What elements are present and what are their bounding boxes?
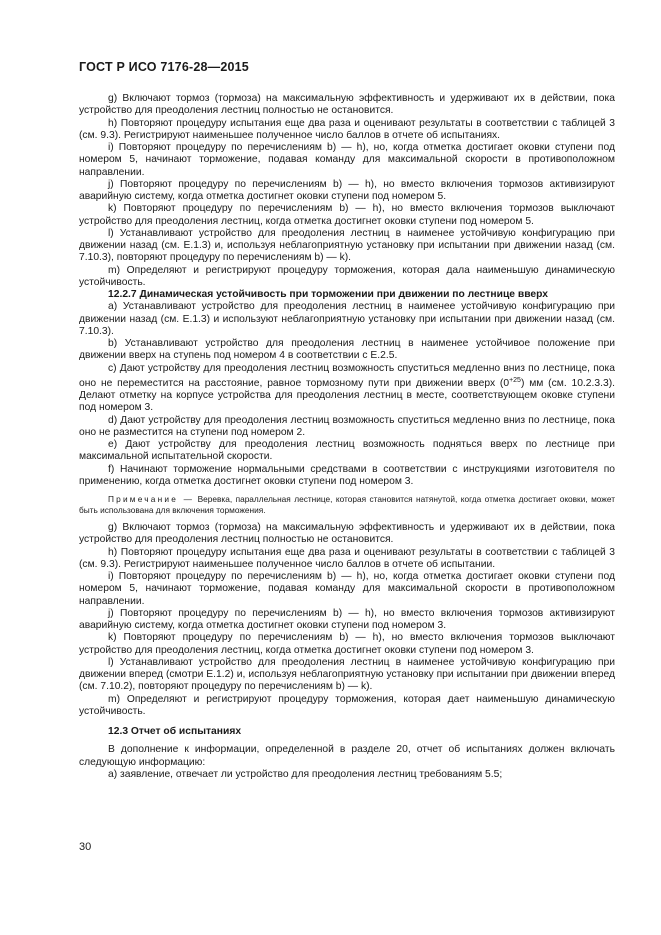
paragraph-c-text-after: ) мм (см. 10.2.3.3). Делают отметку на корпусе устройства для преодоления лестниц в месте, соответствующем оковке ступени под номером 3. [79, 377, 615, 414]
paragraph-d-second: d) Дают устройству для преодоления лестниц возможность спуститься медленно вниз по лестнице, пока оно не разместится на ступени под номером 2. [79, 414, 615, 438]
note-text: Веревка, параллельная лестнице, которая становится натянутой, когда отметка достигает оковки, может быть использована для включения торможения. [79, 494, 615, 515]
paragraph-m-second: m) Определяют и регистрируют процедуру торможения, которая дает наименьшую динамическую устойчивость. [79, 693, 615, 717]
paragraph-h-second: h) Повторяют процедуру испытания еще два раза и оценивают результаты в соответствии с таблицей 3 (см. 9.3). Регистрируют наименьшее полученное число баллов в отчете об испытании. [79, 546, 615, 570]
document-body [79, 93, 615, 781]
paragraph-report-a: а) заявление, отвечает ли устройство для преодоления лестниц требованиям 5.5; [108, 768, 503, 780]
paragraph-k-first: k) Повторяют процедуру по перечислениям b) — h), но вместо включения тормозов выключают устройство для преодоления лестниц, когда отметка достигнет оковки ступени под номером 5. [79, 203, 615, 227]
document-header: ГОСТ Р ИСО 7176-28—2015 [79, 60, 249, 74]
paragraph-j-second: j) Повторяют процедуру по перечислениям b) — h), но вместо включения тормозов активизируют аварийную систему, когда отметка достигнет оковки ступени под номером 3. [79, 607, 615, 631]
paragraph-e-second: e) Дают устройству для преодоления лестниц возможность подняться вверх по лестнице при максимальной испытательной скорости. [79, 439, 615, 463]
paragraph-g-second: g) Включают тормоз (тормоза) на максимальную эффективность и удерживают их в действии, пока устройство для преодоления лестниц полностью не остановится. [79, 522, 615, 546]
paragraph-f-second: f) Начинают торможение нормальными средствами в соответствии с инструкциями изготовителя по применению, когда отметка достигнет оковки ступени под номером 3. [79, 463, 615, 487]
section-heading-12-3: 12.3 Отчет об испытаниях [108, 726, 242, 737]
tolerance-base: 0 [503, 377, 510, 389]
paragraph-k-second: k) Повторяют процедуру по перечислениям b) — h), но вместо включения тормозов выключают устройство для преодоления лестниц, когда отметка достигнет оковки ступени под номером 3. [79, 632, 615, 656]
paragraph-m-first: m) Определяют и регистрируют процедуру торможения, которая дала наименьшую динамическую устойчивость. [79, 264, 615, 288]
paragraph-c-text-before: c) Дают устройству для преодоления лестниц возможность спуститься медленно вниз по лестнице, пока оно не переместится на расстояние, равное тормозному пути при движении вверх ( [79, 362, 615, 389]
note [79, 494, 615, 515]
tolerance-exponent: +25 [509, 376, 521, 384]
paragraph-g-first: g) Включают тормоз (тормоза) на максимальную эффективность и удерживают их в действии, пока устройство для преодоления лестниц полностью не остановится. [79, 93, 615, 117]
section-heading-12-2-7: 12.2.7 Динамическая устойчивость при торможении при движении по лестнице вверх [108, 289, 549, 300]
paragraph-l-second: l) Устанавливают устройство для преодоления лестниц в наименее устойчивую конфигурацию при движении вперед (смотри Е.1.2) и, используя неблагоприятную установку при испытании при движении вперед (см. 7.10.2), повторяют процедуру по перечислениям b) — k). [79, 656, 615, 693]
paragraph-j-first: j) Повторяют процедуру по перечислениям b) — h), но вместо включения тормозов активизируют аварийную систему, когда отметка достигнет оковки ступени под номером 5. [79, 178, 615, 202]
paragraph-a-second: a) Устанавливают устройство для преодоления лестниц в наименее устойчивую конфигурацию при движении назад (см. Е.1.3) и используют неблагоприятную установку при испытании при движении назад (см. 7.10.3). [79, 301, 615, 337]
page-number: 30 [79, 841, 92, 853]
paragraph-h-first: h) Повторяют процедуру испытания еще два раза и оценивают результаты в соответствии с таблицей 3 (см. 9.3). Регистрируют наименьшее полученное число баллов в отчете об испытаниях. [79, 117, 615, 141]
paragraph-report-intro: В дополнение к информации, определенной в разделе 20, отчет об испытаниях должен включать следующую информацию: [79, 744, 615, 768]
paragraph-i-second: i) Повторяют процедуру по перечислениям b) — h), но, когда отметка достигает оковки ступени под номером 5, начинают торможение, подавая команду для максимальной скорости в противоположном направлении. [79, 571, 615, 607]
paragraph-l-first: l) Устанавливают устройство для преодоления лестниц в наименее устойчивую конфигурацию при движении назад (см. Е.1.3) и, используя неблагоприятную установку при испытании при движении назад (см. 7.10.3), повторяют процедуру по перечислениям b) — k). [79, 227, 615, 264]
note-label: Примечание — [108, 494, 195, 504]
paragraph-b-second: b) Устанавливают устройство для преодоления лестниц в наименее устойчивое положение при движении вверх на ступень под номером 4 в соответствии с Е.2.5. [79, 338, 615, 362]
paragraph-i-first: i) Повторяют процедуру по перечислениям b) — h), но, когда отметка достигает оковки ступени под номером 5, начинают торможение, подавая команду для максимальной скорости в противоположном направлении. [79, 142, 615, 178]
paragraph-c-second [79, 363, 615, 415]
